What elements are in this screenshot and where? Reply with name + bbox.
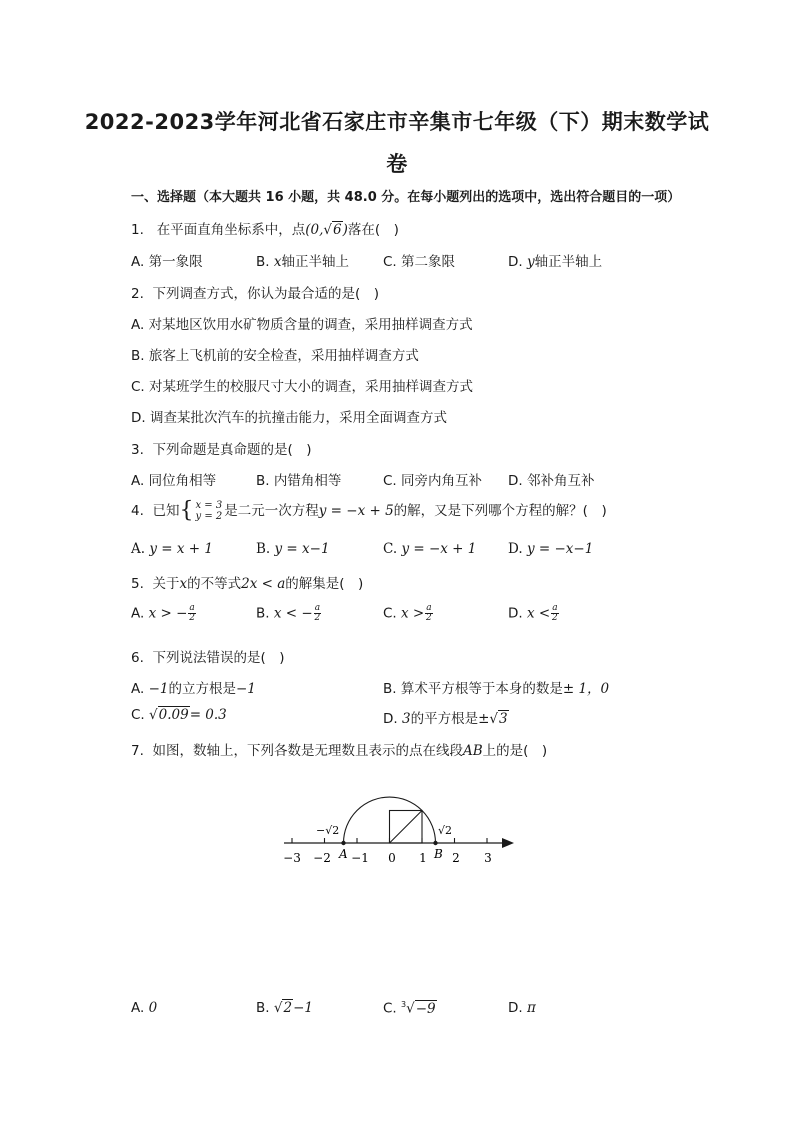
label-pos-sqrt2: √2 bbox=[438, 824, 453, 837]
option-c[interactable]: C. 同旁内角互补 bbox=[383, 473, 483, 489]
question-4: 4. 已知 { x = 3 y = 2 是二元一次方程y = −x + 5的解，又是下列哪个方程的解？( ) bbox=[131, 498, 607, 523]
option-b[interactable]: B. y = x−1 bbox=[256, 541, 330, 557]
question-number: 4. bbox=[131, 503, 144, 519]
point-a-dot bbox=[341, 841, 345, 845]
option-b[interactable]: B. 算术平方根等于本身的数是± 1，0 bbox=[383, 681, 610, 697]
option-d[interactable]: D. 邻补角互补 bbox=[508, 473, 595, 489]
question-2: 2. 下列调查方式，你认为最合适的是( ) bbox=[131, 286, 380, 302]
option-a[interactable]: A. y = x + 1 bbox=[131, 541, 213, 557]
option-a[interactable]: A. 同位角相等 bbox=[131, 473, 217, 489]
equation-system: { x = 3 y = 2 bbox=[179, 498, 223, 523]
option-a[interactable]: A. 第一象限 bbox=[131, 254, 203, 270]
page-title-line1: 2022-2023学年河北省石家庄市辛集市七年级（下）期末数学试 bbox=[84, 110, 710, 134]
number-line-figure bbox=[276, 790, 526, 880]
option-a[interactable]: A. −1的立方根是−1 bbox=[131, 681, 256, 697]
option-a[interactable]: A. 对某地区饮用水矿物质含量的调查，采用抽样调查方式 bbox=[131, 317, 473, 333]
option-d[interactable]: D. x < $\frac{a}{2}$ bbox=[508, 603, 558, 623]
square-diagonal bbox=[390, 811, 423, 844]
option-d[interactable]: D. π bbox=[508, 1000, 536, 1016]
tick-label: 1 bbox=[419, 851, 427, 865]
tick-label: 3 bbox=[484, 851, 492, 865]
option-d[interactable]: D. 调查某批次汽车的抗撞击能力，采用全面调查方式 bbox=[131, 410, 447, 426]
option-a[interactable]: A. 0 bbox=[131, 1000, 158, 1016]
question-6: 6. 下列说法错误的是( ) bbox=[131, 650, 285, 666]
option-a[interactable]: A. x > − $\frac{a}{2}$ bbox=[131, 603, 195, 623]
question-number: 5. bbox=[131, 576, 144, 592]
tick-label: 0 bbox=[388, 851, 396, 865]
tick-label: −2 bbox=[313, 851, 331, 865]
option-b[interactable]: B. √2−1 bbox=[256, 1000, 313, 1016]
option-d[interactable]: D. y = −x−1 bbox=[508, 541, 594, 557]
option-c[interactable]: C. $^3$√−9 bbox=[383, 1000, 436, 1017]
page-title-line2: 卷 bbox=[386, 152, 408, 176]
option-c[interactable]: C. 对某班学生的校服尺寸大小的调查，采用抽样调查方式 bbox=[131, 379, 474, 395]
question-number: 7. bbox=[131, 743, 144, 759]
option-c[interactable]: C. 第二象限 bbox=[383, 254, 456, 270]
question-3: 3. 下列命题是真命题的是( ) bbox=[131, 442, 312, 458]
tick-label: −1 bbox=[351, 851, 369, 865]
option-d[interactable]: D. 3的平方根是±√3 bbox=[383, 711, 508, 727]
tick-label: −3 bbox=[283, 851, 301, 865]
point-b-label: B bbox=[434, 847, 443, 861]
label-neg-sqrt2: −√2 bbox=[316, 824, 340, 837]
question-number: 2. bbox=[131, 286, 144, 302]
question-7: 7. 如图，数轴上，下列各数是无理数且表示的点在线段AB上的是( ) bbox=[131, 743, 548, 759]
question-number: 3. bbox=[131, 442, 144, 458]
question-5: 5. 关于x的不等式2x < a的解集是( ) bbox=[131, 576, 364, 592]
option-b[interactable]: B. 内错角相等 bbox=[256, 473, 342, 489]
option-b[interactable]: B. x轴正半轴上 bbox=[256, 254, 349, 270]
option-c[interactable]: C. x > $\frac{a}{2}$ bbox=[383, 603, 432, 623]
point-b-dot bbox=[433, 841, 437, 845]
question-number: 1. bbox=[131, 222, 144, 238]
point-a-label: A bbox=[339, 847, 348, 861]
question-1: 1. 在平面直角坐标系中，点(0,√6)落在( ) bbox=[131, 222, 399, 238]
option-d[interactable]: D. y轴正半轴上 bbox=[508, 254, 603, 270]
option-b[interactable]: B. 旅客上飞机前的安全检查，采用抽样调查方式 bbox=[131, 348, 419, 364]
axis-arrow bbox=[502, 838, 514, 848]
tick-label: 2 bbox=[452, 851, 460, 865]
option-b[interactable]: B. x < − $\frac{a}{2}$ bbox=[256, 603, 321, 623]
option-c[interactable]: C. y = −x + 1 bbox=[383, 541, 477, 557]
section-heading: 一、选择题（本大题共 16 小题，共 48.0 分。在每小题列出的选项中，选出符合题目的一项） bbox=[131, 190, 681, 205]
option-c[interactable]: C. √0.09= 0.3 bbox=[131, 707, 227, 723]
question-number: 6. bbox=[131, 650, 144, 666]
